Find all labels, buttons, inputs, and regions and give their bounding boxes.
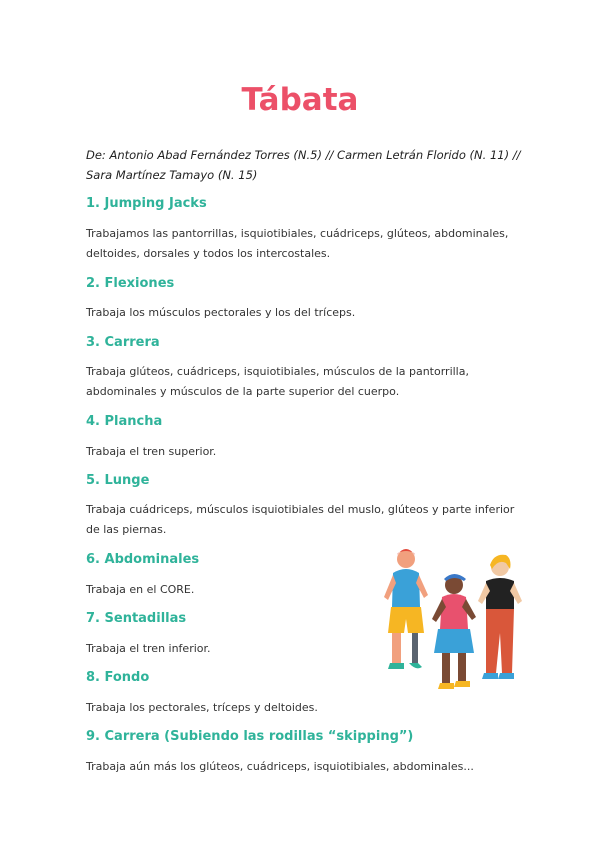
section-text-6: Trabaja en el CORE. <box>86 583 195 596</box>
section-heading-1: 1. Jumping Jacks <box>86 196 207 211</box>
page-title: Tábata <box>241 82 359 118</box>
runners-illustration <box>376 545 528 705</box>
section-text-3: Trabaja glúteos, cuádriceps, isquiotibiales, músculos de la pantorrilla, abdominales y músculos de la parte superior del cuerpo. <box>86 365 469 398</box>
section-heading-6: 6. Abdominales <box>86 552 200 567</box>
authors-line: De: Antonio Abad Fernández Torres (N.5) // Carmen Letrán Florido (N. 11) // Sara Martínez Tamayo (N. 15) <box>86 148 521 182</box>
section-text-2: Trabaja los músculos pectorales y los del tríceps. <box>86 306 356 319</box>
section-heading-7: 7. Sentadillas <box>86 611 187 626</box>
section-text-9: Trabaja aún más los glúteos, cuádriceps, isquiotibiales, abdominales... <box>86 760 474 773</box>
runner-right <box>478 555 522 679</box>
section-text-5: Trabaja cuádriceps, músculos isquiotibiales del muslo, glúteos y parte inferior de las piernas. <box>86 503 515 536</box>
section-heading-2: 2. Flexiones <box>86 276 175 291</box>
section-text-7: Trabaja el tren inferior. <box>86 642 211 655</box>
section-heading-8: 8. Fondo <box>86 670 150 685</box>
runner-middle <box>432 574 476 689</box>
section-heading-9: 9. Carrera (Subiendo las rodillas “skipping”) <box>86 729 414 744</box>
section-text-8: Trabaja los pectorales, tríceps y deltoides. <box>86 701 318 714</box>
section-text-1: Trabajamos las pantorrillas, isquiotibiales, cuádriceps, glúteos, abdominales, deltoides, dorsales y todos los intercostales. <box>86 227 509 260</box>
section-heading-3: 3. Carrera <box>86 335 160 350</box>
section-heading-4: 4. Plancha <box>86 414 163 429</box>
section-heading-5: 5. Lunge <box>86 473 150 488</box>
runner-left <box>384 549 428 669</box>
section-text-4: Trabaja el tren superior. <box>86 445 217 458</box>
